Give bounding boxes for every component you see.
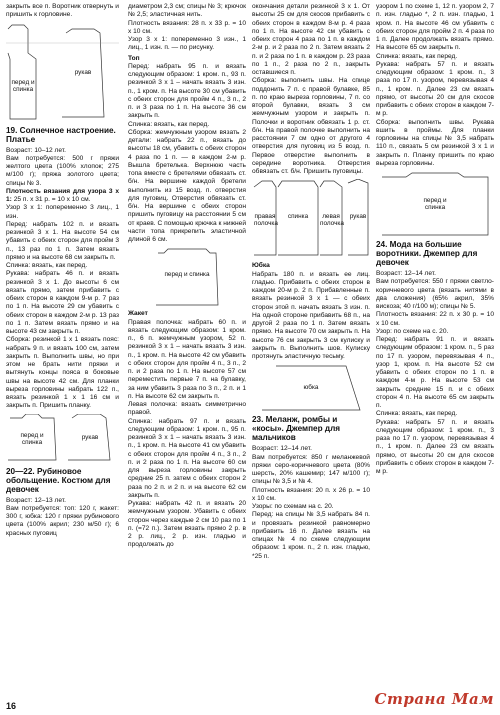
skirt-diagram xyxy=(252,364,370,412)
item-19-density: 25 п. х 31 р. = 10 х 10 см. xyxy=(13,196,91,203)
dress-pattern-diagram-2 xyxy=(6,414,119,464)
jumper-front-back-label: перед и спинка xyxy=(423,197,447,211)
item-20-p1: диаметром 2,3 см; спицы № 3; крючок № 2,5; эластичная нить. xyxy=(128,3,246,19)
section-top-heading: Топ xyxy=(128,54,140,62)
item-19-materials: Вам потребуется: 500 г пряжи желтого цвета (100% хлопок; 275 м/100 г); пряжа золотого цвета; спицы № 3. xyxy=(6,154,119,187)
col1-intro: закрыть все п. Воротник отвернуть и пришить к горловине. xyxy=(6,3,119,19)
dress-pattern-svg xyxy=(6,23,119,123)
item-19-sleeve: Рукава: набрать 46 п. и вязать резинкой 3 х 1. До высоты 6 см вязать прямо, затем прибавить с обеих сторон в каждом 9-м р. 7 раз по 1 п. На высоте 29 см убавить с обеих сторон в каждом 2-м р. 13 раз по 1 п. Затем вязать прямо и на высоте 43 см закрыть п. xyxy=(6,270,119,335)
jacket-sleeve-label: рукав xyxy=(349,213,367,221)
item-23-back: Спинка: вязать, как перед. xyxy=(376,52,458,60)
skirt-label: юбка xyxy=(303,384,319,392)
item-23-p1: узором 1 по схеме 1, 12 п. узором 2, 7 п. изн. гладью *, 2 п. изн. гладью, 1 кром. п. На высоте 46 см убавить с обеих сторон для пройм 2 п. 4 раза по 1 п. Далее продолжать вязать прямо. На высоте 65 см закрыть п. xyxy=(376,3,494,52)
item-19-title: 19. Солнечное настроение. Платье xyxy=(6,125,116,144)
item-24-sleeve: Рукава: набрать 57 п. и вязать следующим образом: 1 кром. п., 3 раза по 17 п. узором, перевязывая 4 п., 1 кром. п. Далее 23 см вязать прямо, от высоты 20 см для скосов прибавить с обеих сторон в каждом 7-м р. xyxy=(376,418,494,475)
section-jacket-heading: Жакет xyxy=(128,310,148,318)
front-back-label: перед и спинка xyxy=(11,78,35,93)
item-19-back: Спинка: вязать, как перед. xyxy=(6,262,88,269)
right-shelf-label: правая полочка xyxy=(254,213,278,228)
left-shelf-label: левая полочка xyxy=(320,213,344,228)
column-3 xyxy=(252,3,370,561)
item-20-age: Возраст: 12–13 лет. xyxy=(6,496,66,504)
item-23-materials: Вам потребуется: 850 г меланжевой пряжи серо-коричневого цвета (80% шерсть, 20% кашемир; 147 м/100 г); спицы № 3,5 и № 4. xyxy=(252,453,370,486)
back-label: спинка xyxy=(287,213,309,221)
item-24-title: 24. Мода на большие воротники. Джемпер для девочек xyxy=(376,240,478,267)
column-1 xyxy=(6,3,119,538)
item-20-pattern: Узор 3 х 1: попеременно 3 изн., 1 лиц., 1 изн. п. — по рисунку. xyxy=(128,36,246,52)
item-19-pattern: Узор 3 х 1: попеременно 3 лиц., 1 изн. xyxy=(6,204,119,220)
item-23-age: Возраст: 12–14 лет. xyxy=(252,445,312,453)
dress-pattern-diagram xyxy=(6,23,119,123)
item-23-density: Плотность вязания: 20 п. х 26 р. = 10 х 10 см. xyxy=(252,486,370,502)
jacket-diagram xyxy=(252,179,370,259)
jacket-left-shelf: Левая полочка: вязать симметрично правой. xyxy=(128,401,246,417)
item-24-front: Перед: набрать 91 п. и вязать следующим образом: 1 кром. п., 5 раз по 17 п. узором, перевязывая 4 п., узор 1, кром. п. На высоте 52 см убавить с обеих сторон по 1 п. в каждом 4-м р. На высоте 53 см закрыть средние 15 п. и с обеих сторон 4 п. На высоте 65 см закрыть п. xyxy=(376,336,494,409)
item-20-title: 20—22. Рубиновое обольщение. Костюм для девочек xyxy=(6,466,111,494)
jacket-assembly: Сборка: выполнить швы. На спице поддонить 7 п. с правой булавке, 85 п. по краю выреза горловины, 7 п. со второй булавки, вязать 3 см жемчужным узором и закрыть п. Полочки и воротник обвязать 1 р. ст. б/н. На правой полочке выполнить на расстоянии 7 см одно от другого 4 отверстия для пуговиц из 5 возд. п. Первое отверстие выполнить в середине воротника. Отверстия обвязать ст. б/н. Пришить пуговицы. xyxy=(252,77,370,175)
item-24-pattern: Узор: по схеме на с. 20. xyxy=(376,327,449,335)
item-24-density: Плотность вязания: 22 п. х 30 р. = 10 х 10 см. xyxy=(376,311,494,327)
column-2 xyxy=(128,3,246,550)
top-front-back-label: перед и спинка xyxy=(164,271,210,279)
item-24-materials: Вам потребуется: 550 г пряжи светло-коричневого цвета (вязать нитями в два сложения) (65% акрил, 35% вискоза; 40 г/100 м); спицы № 5. xyxy=(376,278,494,310)
jacket-right-shelf: Правая полочка: набрать 60 п. и вязать следующим образом: 1 кром. п., 6 п. жемчужным узором, 52 п. резинкой 3 х 1 – начать вязать 3 изн. п., 1 кром. п. На высоте 42 см убавить с обеих сторон для пройм 4 п., 3 п., 2 п. и 2 раза по 1 п. На высоте 57 см переместить первые 7 п. на булавку, за ним убавить 3 раза по 3 п., 2 п. и 1 п. На высоте 62 см закрыть п. xyxy=(128,318,246,400)
jumper-diagram xyxy=(376,171,494,237)
column-4 xyxy=(376,3,494,476)
watermark-logo: Страна Мам xyxy=(374,690,494,708)
front-back-label-2: перед и спинка xyxy=(20,431,44,446)
item-23-front: Перед: на спицы № 3,5 набрать 84 п. и провязать резинкой равномерно прибавить 16 п. Далее вязать на спицах № 4 по схеме следующим образом: 1 кром. п., 2 п. изн. гладью, *25 п. xyxy=(252,511,370,560)
item-23-sleeve: Рукава: набрать 57 п. и вязать следующим образом: 1 кром. п., 3 раза по 17 п. узором, перевязывая 4 п., 1 кром. п. Далее 23 см вязать прямо, от высоты 20 см для скосов прибавить с обеих сторон в каждом 7-м р. xyxy=(376,60,494,118)
item-23-pattern: Узоры: по схемам на с. 20. xyxy=(252,503,334,510)
sleeve-label: рукав xyxy=(74,68,92,76)
item-20-density: Плотность вязания: 28 п. х 33 р. = 10 х 10 см. xyxy=(128,19,246,35)
item-20-materials: Вам потребуется: топ: 120 г, жакет: 300 г, юбка: 120 г пряжи рубинового цвета (100% акрил; 230 м/50 г); 6 красных пуговиц xyxy=(6,504,119,537)
top-front: Перед: набрать 95 п. и вязать следующим образом: 1 кром. п., 93 п. резинкой 3 х 1 – начать вязать 3 изн. п., 1 кром. п. На высоте 30 см убавить с обеих сторон для пройм 4 п., 3 п., 2 п. и 3 раза по 1 п. На высоте 36 см закрыть п. xyxy=(128,62,246,120)
top-back: Спинка: вязать, как перед. xyxy=(128,120,210,128)
jacket-sleeve-cont: окончания детали резинкой 3 х 1. От высоты 25 см для скосов прибавить с обеих сторон в каждом 8-м р. 4 раза по 1 п. На высоте 42 см убавить с обеих сторон 4 раза по 1 п. в каждом 2-м р. и 2 раза по 2 п. Затем вязать 2 п. и 2 раза по 1 п. в каждом р. 23 раза по 1 п., 2 раза по 2 п., закрыть оставшиеся п. xyxy=(252,3,370,76)
top-assembly: Сборка: жемчужным узором вязать 2 детали: набрать 22 п., вязать до высоты 18 см, убавить с обеих сторон 4 раза по 1 п. — в каждом 2-м р. Вышла бретелька. Верхнюю часть топа вместе с бретелями обвязать ст. б/н. На вершине каждой бретели выполнить из 15 возд. п. отверстия для пуговиц. Отверстия обвязать ст. б/н. На вершине с обеих сторон пришить пуговицу на расстоянии 5 см от краев. С помощью крючка к нижней части топа прикрепить эластичной длиной 6 см. xyxy=(128,128,246,243)
item-19-assembly: Сборка: резинкой 1 х 1 вязать пояс: набрать 9 п. и вязать 100 см, затем закрыть п. Выполнить швы, но при этом не брать нити пряжи и вытянуть концы пояса в боковые швы на высоте 42 см. Для планки выреза горловины набрать 122 п., вязать резинкой 1 х 1 16 см и закрыть п. Пришить планку. xyxy=(6,336,119,410)
item-19-front: Перед: набрать 102 п. и вязать резинкой 3 х 1. На высоте 54 см убавить с обеих сторон для пройм 3 п., 13 раз по 1 п. Затем вязать прямо и на высоте 68 см закрыть п. xyxy=(6,220,119,261)
section-skirt-heading: Юбка xyxy=(252,262,270,270)
item-24-age: Возраст: 12–14 лет. xyxy=(376,270,436,277)
jacket-back: Спинка: набрать 97 п. и вязать следующим образом: 1 кром. п., 95 п. резинкой 3 х 1 – начать вязать 3 изн. п., 1 кром. п. На высоте 41 см убавить с обеих сторон для пройм 4 п., 3 п., 2 п. и 2 раза по 1 п. На высоте 60 см для выреза горловины закрыть средние 25 п. затем с обеих сторон 2 раза по 2 п. и 2 п. и на высоте 62 см закрыть п. xyxy=(128,417,246,499)
page-number: 16 xyxy=(6,701,17,711)
item-23-assembly: Сборка: выполнить швы. Рукава вшить в проймы. Для планки горловины на спицы № 3,5 набрать 110 п., связать 5 см резинкой 3 х 1 и закрыть п. Планку пришить по краю выреза горловины. xyxy=(376,118,494,167)
jacket-sleeve: Рукава: набрать 42 п. и вязать 20 жемчужным узором. Убавить с обеих сторон через каждые 2 см 10 раз по 1 п. (=72 п.). Затем вязать прямо 2 р. в 2 р. лиц., 2 р. изн. гладью и продолжать до xyxy=(128,500,246,549)
item-19-density-heading: Плотность вязания для узора 3 х 1: xyxy=(6,187,119,203)
top-diagram xyxy=(128,247,246,307)
skirt-text: Набрать 180 п. и вязать ее лиц. гладью. Прибавить с обеих сторон в каждом 20-м р. 2 п. Прибавленные п. вязать резинкой 3 х 1 — с обеих сторон этой п. начать вязать 3 изн. п. На одной стороне прибавить 68 п., на другой 2 раза по 1 п. Затем вязать прямо. На высоте 70 см закрыть п. На высоте 76 см закрыть 3 см кулиску и закрыть п. Выполнить шов. Кулиску протянуть эластичную тесьму. xyxy=(252,270,370,360)
item-23-title: 23. Меланж, ромбы и «косы». Джемпер для мальчиков xyxy=(252,415,341,443)
item-19-age: Возраст: 10–12 лет. xyxy=(6,146,66,154)
sleeve-label-2: рукав xyxy=(81,433,99,441)
item-24-back: Спинка: вязать, как перед. xyxy=(376,410,458,418)
